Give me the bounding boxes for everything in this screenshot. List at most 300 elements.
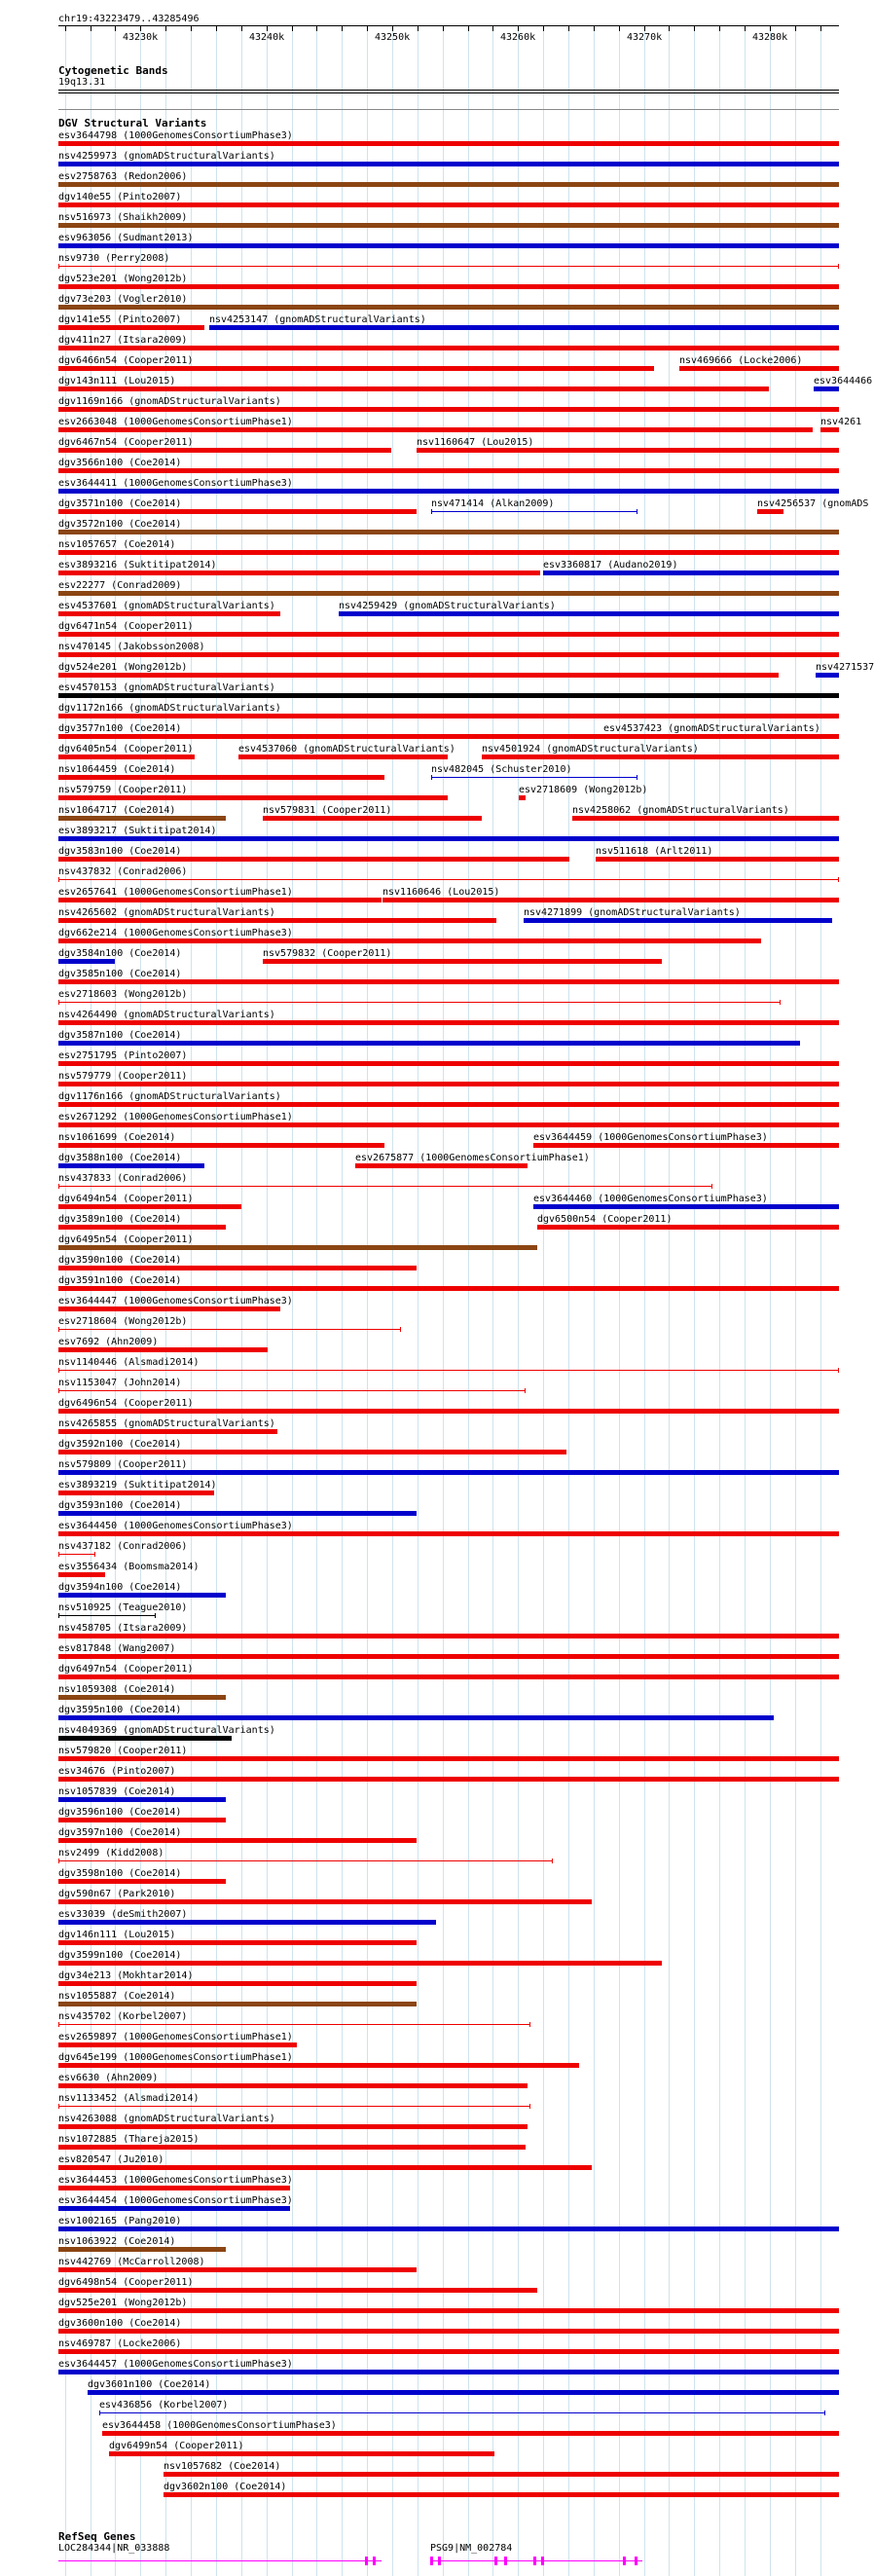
gene-exon[interactable] (438, 2557, 441, 2565)
feature-label[interactable]: esv3893219 (Suktitipat2014) (58, 1480, 217, 1490)
variant-bar[interactable] (58, 489, 839, 494)
variant-bar[interactable] (382, 898, 839, 902)
feature-label[interactable]: dgv3584n100 (Coe2014) (58, 948, 182, 959)
variant-bar[interactable] (816, 673, 839, 678)
feature-label[interactable]: nsv4258062 (gnomADStructuralVariants) (572, 805, 789, 816)
feature-label[interactable]: nsv579759 (Cooper2011) (58, 785, 188, 795)
variant-bar[interactable] (58, 2002, 417, 2006)
variant-bar[interactable] (58, 611, 280, 616)
feature-label[interactable]: nsv4264490 (gnomADStructuralVariants) (58, 1010, 275, 1020)
feature-label[interactable]: esv3893216 (Suktitipat2014) (58, 560, 217, 570)
feature-label[interactable]: esv2751795 (Pinto2007) (58, 1050, 188, 1061)
feature-label[interactable]: dgv34e213 (Mokhtar2014) (58, 1970, 194, 1981)
feature-label[interactable]: esv3644454 (1000GenomesConsortiumPhase3) (58, 2195, 293, 2206)
variant-bar[interactable] (58, 1615, 156, 1616)
feature-label[interactable]: nsv1059308 (Coe2014) (58, 1684, 176, 1695)
feature-label[interactable]: dgv3599n100 (Coe2014) (58, 1950, 182, 1961)
variant-bar[interactable] (58, 714, 839, 718)
variant-bar[interactable] (58, 2226, 839, 2231)
variant-bar[interactable] (58, 1531, 839, 1536)
feature-label[interactable]: nsv458705 (Itsara2009) (58, 1623, 188, 1634)
variant-bar[interactable] (238, 754, 448, 759)
feature-label[interactable]: esv963056 (Sudmant2013) (58, 233, 194, 243)
variant-bar[interactable] (58, 2106, 530, 2107)
feature-label[interactable]: esv4537601 (gnomADStructuralVariants) (58, 601, 275, 611)
variant-bar[interactable] (58, 918, 496, 923)
feature-label[interactable]: esv3644466 (814, 376, 873, 386)
variant-bar[interactable] (58, 2329, 839, 2334)
variant-bar[interactable] (58, 673, 779, 678)
variant-bar[interactable] (482, 754, 839, 759)
variant-bar[interactable] (58, 2308, 839, 2313)
feature-label[interactable]: esv3644457 (1000GenomesConsortiumPhase3) (58, 2359, 293, 2370)
feature-label[interactable]: dgv3583n100 (Coe2014) (58, 846, 182, 857)
feature-label[interactable]: nsv4263088 (gnomADStructuralVariants) (58, 2114, 275, 2124)
feature-label[interactable]: nsv510925 (Teague2010) (58, 1602, 188, 1613)
feature-label[interactable]: nsv1063922 (Coe2014) (58, 2236, 176, 2247)
variant-bar[interactable] (820, 427, 839, 432)
feature-label[interactable]: nsv470145 (Jakobsson2008) (58, 642, 205, 652)
feature-label[interactable]: dgv3588n100 (Coe2014) (58, 1153, 182, 1163)
feature-label[interactable]: esv3644460 (1000GenomesConsortiumPhase3) (533, 1194, 768, 1204)
gene-exon[interactable] (635, 2557, 637, 2565)
variant-bar[interactable] (58, 1715, 774, 1720)
cyto-track-title[interactable]: Cytogenetic Bands (58, 64, 168, 77)
variant-bar[interactable] (572, 816, 839, 821)
feature-label[interactable]: esv2718603 (Wong2012b) (58, 989, 188, 1000)
feature-label[interactable]: esv2657641 (1000GenomesConsortiumPhase1) (58, 887, 293, 898)
variant-bar[interactable] (58, 836, 839, 841)
feature-label[interactable]: esv3644459 (1000GenomesConsortiumPhase3) (533, 1132, 768, 1143)
variant-bar[interactable] (603, 734, 839, 739)
variant-bar[interactable] (58, 1695, 226, 1700)
gene-intron-line[interactable] (430, 2560, 642, 2561)
variant-bar[interactable] (58, 938, 761, 943)
feature-label[interactable]: dgv3590n100 (Coe2014) (58, 1255, 182, 1266)
variant-bar[interactable] (58, 1347, 268, 1352)
feature-label[interactable]: dgv141e55 (Pinto2007) (58, 314, 182, 325)
variant-bar[interactable] (58, 1061, 839, 1066)
feature-label[interactable]: esv2758763 (Redon2006) (58, 171, 188, 182)
feature-label[interactable]: nsv2499 (Kidd2008) (58, 1848, 164, 1858)
variant-bar[interactable] (58, 182, 839, 187)
feature-label[interactable]: dgv3585n100 (Coe2014) (58, 969, 182, 979)
feature-label[interactable]: dgv73e203 (Vogler2010) (58, 294, 188, 305)
variant-bar[interactable] (58, 652, 839, 657)
feature-label[interactable]: esv34676 (Pinto2007) (58, 1766, 176, 1777)
gene-intron-line[interactable] (58, 2560, 382, 2561)
variant-bar[interactable] (58, 1593, 226, 1598)
variant-bar[interactable] (58, 632, 839, 637)
variant-bar[interactable] (58, 243, 839, 248)
feature-label[interactable]: dgv3591n100 (Coe2014) (58, 1275, 182, 1286)
feature-label[interactable]: dgv3598n100 (Coe2014) (58, 1868, 182, 1879)
variant-bar[interactable] (58, 959, 115, 964)
variant-bar[interactable] (58, 1777, 839, 1782)
feature-label[interactable]: nsv437832 (Conrad2006) (58, 866, 188, 877)
variant-bar[interactable] (58, 1981, 417, 1986)
feature-label[interactable]: dgv6466n54 (Cooper2011) (58, 355, 194, 366)
variant-bar[interactable] (58, 266, 839, 267)
gene-exon[interactable] (365, 2557, 368, 2565)
variant-bar[interactable] (58, 1940, 417, 1945)
variant-bar[interactable] (58, 284, 839, 289)
feature-label[interactable]: esv1002165 (Pang2010) (58, 2216, 182, 2226)
variant-bar[interactable] (58, 734, 603, 739)
variant-bar[interactable] (58, 407, 839, 412)
variant-bar[interactable] (58, 202, 839, 207)
feature-label[interactable]: esv2718604 (Wong2012b) (58, 1316, 188, 1327)
variant-bar[interactable] (58, 1879, 226, 1884)
feature-label[interactable]: nsv469666 (Locke2006) (679, 355, 803, 366)
feature-label[interactable]: nsv437182 (Conrad2006) (58, 1541, 188, 1552)
feature-label[interactable]: esv4537423 (gnomADStructuralVariants) (603, 723, 820, 734)
feature-label[interactable]: nsv579809 (Cooper2011) (58, 1459, 188, 1470)
feature-label[interactable]: dgv3572n100 (Coe2014) (58, 519, 182, 530)
gene-exon[interactable] (533, 2557, 536, 2565)
feature-label[interactable]: esv3644450 (1000GenomesConsortiumPhase3) (58, 1521, 293, 1531)
variant-bar[interactable] (355, 1163, 528, 1168)
feature-label[interactable]: dgv3566n100 (Coe2014) (58, 458, 182, 468)
variant-bar[interactable] (58, 2370, 839, 2374)
feature-label[interactable]: nsv4256537 (gnomADS (757, 498, 869, 509)
feature-label[interactable]: esv3893217 (Suktitipat2014) (58, 826, 217, 836)
feature-label[interactable]: dgv6497n54 (Cooper2011) (58, 1664, 194, 1674)
variant-bar[interactable] (58, 570, 540, 575)
feature-label[interactable]: dgv3593n100 (Coe2014) (58, 1500, 182, 1511)
variant-bar[interactable] (109, 2451, 494, 2456)
variant-bar[interactable] (263, 959, 662, 964)
variant-bar[interactable] (58, 530, 839, 534)
variant-bar[interactable] (58, 879, 839, 880)
variant-bar[interactable] (58, 427, 813, 432)
variant-bar[interactable] (88, 2390, 839, 2395)
cyto-band[interactable] (58, 90, 839, 91)
variant-bar[interactable] (58, 1736, 232, 1741)
feature-label[interactable]: dgv525e201 (Wong2012b) (58, 2298, 188, 2308)
variant-bar[interactable] (58, 1041, 800, 1046)
gene-label[interactable]: PSG9|NM_002784 (430, 2543, 513, 2554)
feature-label[interactable]: esv2675877 (1000GenomesConsortiumPhase1) (355, 1153, 590, 1163)
variant-bar[interactable] (58, 1470, 839, 1475)
variant-bar[interactable] (58, 816, 226, 821)
variant-bar[interactable] (58, 1961, 662, 1966)
feature-label[interactable]: dgv6496n54 (Cooper2011) (58, 1398, 194, 1409)
variant-bar[interactable] (58, 1572, 105, 1577)
feature-label[interactable]: nsv579832 (Cooper2011) (263, 948, 392, 959)
feature-label[interactable]: nsv4265602 (gnomADStructuralVariants) (58, 907, 275, 918)
feature-label[interactable]: nsv4259429 (gnomADStructuralVariants) (339, 601, 556, 611)
variant-bar[interactable] (58, 1818, 226, 1822)
feature-label[interactable]: nsv435702 (Korbel2007) (58, 2011, 188, 2022)
feature-label[interactable]: nsv4501924 (gnomADStructuralVariants) (482, 744, 699, 754)
gene-exon[interactable] (494, 2557, 497, 2565)
variant-bar[interactable] (58, 1674, 839, 1679)
variant-bar[interactable] (58, 1654, 839, 1659)
variant-bar[interactable] (58, 1797, 226, 1802)
variant-bar[interactable] (58, 693, 839, 698)
feature-label[interactable]: esv7692 (Ahn2009) (58, 1337, 159, 1347)
feature-label[interactable]: dgv1169n166 (gnomADStructuralVariants) (58, 396, 281, 407)
variant-bar[interactable] (58, 898, 382, 902)
feature-label[interactable]: esv2671292 (1000GenomesConsortiumPhase1) (58, 1112, 293, 1122)
feature-label[interactable]: dgv6498n54 (Cooper2011) (58, 2277, 194, 2288)
variant-bar[interactable] (164, 2492, 839, 2497)
feature-label[interactable]: dgv524e201 (Wong2012b) (58, 662, 188, 673)
variant-bar[interactable] (58, 223, 839, 228)
gene-exon[interactable] (504, 2557, 507, 2565)
variant-bar[interactable] (58, 1002, 781, 1003)
gene-exon[interactable] (373, 2557, 376, 2565)
variant-bar[interactable] (209, 325, 839, 330)
feature-label[interactable]: dgv6467n54 (Cooper2011) (58, 437, 194, 448)
feature-label[interactable]: esv436856 (Korbel2007) (99, 2400, 229, 2410)
feature-label[interactable]: dgv6405n54 (Cooper2011) (58, 744, 194, 754)
variant-bar[interactable] (58, 386, 769, 391)
variant-bar[interactable] (58, 2063, 579, 2068)
refseq-track-title[interactable]: RefSeq Genes (58, 2530, 136, 2543)
feature-label[interactable]: dgv3589n100 (Coe2014) (58, 1214, 182, 1225)
feature-label[interactable]: dgv3602n100 (Coe2014) (164, 2482, 287, 2492)
feature-label[interactable]: esv3644798 (1000GenomesConsortiumPhase3) (58, 130, 293, 141)
feature-label[interactable]: nsv1055887 (Coe2014) (58, 1991, 176, 2002)
feature-label[interactable]: nsv1160646 (Lou2015) (382, 887, 500, 898)
variant-bar[interactable] (58, 550, 839, 555)
feature-label[interactable]: dgv590n67 (Park2010) (58, 1889, 176, 1899)
variant-bar[interactable] (58, 2206, 290, 2211)
variant-bar[interactable] (58, 1899, 592, 1904)
feature-label[interactable]: nsv1057682 (Coe2014) (164, 2461, 281, 2472)
feature-label[interactable]: nsv4271899 (gnomADStructuralVariants) (524, 907, 741, 918)
feature-label[interactable]: esv3360817 (Audano2019) (543, 560, 678, 570)
feature-label[interactable]: dgv146n111 (Lou2015) (58, 1930, 176, 1940)
variant-bar[interactable] (58, 1450, 566, 1454)
feature-label[interactable]: esv2663048 (1000GenomesConsortiumPhase1) (58, 417, 293, 427)
variant-bar[interactable] (757, 509, 783, 514)
variant-bar[interactable] (58, 1370, 839, 1371)
feature-label[interactable]: dgv6494n54 (Cooper2011) (58, 1194, 194, 1204)
variant-bar[interactable] (58, 857, 569, 862)
variant-bar[interactable] (58, 1409, 839, 1414)
variant-bar[interactable] (58, 1102, 839, 1107)
variant-bar[interactable] (339, 611, 839, 616)
variant-bar[interactable] (58, 979, 839, 984)
feature-label[interactable]: esv3556434 (Boomsma2014) (58, 1562, 200, 1572)
feature-label[interactable]: nsv4261 (820, 417, 862, 427)
feature-label[interactable]: nsv1140446 (Alsmadi2014) (58, 1357, 200, 1368)
variant-bar[interactable] (58, 1838, 417, 1843)
variant-bar[interactable] (58, 448, 391, 453)
gene-exon[interactable] (623, 2557, 626, 2565)
feature-label[interactable]: nsv579779 (Cooper2011) (58, 1071, 188, 1082)
variant-bar[interactable] (58, 2288, 537, 2293)
variant-bar[interactable] (58, 366, 654, 371)
feature-label[interactable]: dgv523e201 (Wong2012b) (58, 274, 188, 284)
gene-label[interactable]: LOC284344|NR_033888 (58, 2543, 170, 2554)
variant-bar[interactable] (537, 1225, 839, 1230)
variant-bar[interactable] (58, 1860, 553, 1861)
feature-label[interactable]: esv4570153 (gnomADStructuralVariants) (58, 682, 275, 693)
variant-bar[interactable] (533, 1204, 839, 1209)
feature-label[interactable]: dgv143n111 (Lou2015) (58, 376, 176, 386)
variant-bar[interactable] (58, 1266, 417, 1270)
feature-label[interactable]: dgv3601n100 (Coe2014) (88, 2379, 211, 2390)
variant-bar[interactable] (58, 1429, 277, 1434)
variant-bar[interactable] (58, 1756, 839, 1761)
variant-bar[interactable] (58, 775, 384, 780)
feature-label[interactable]: nsv471414 (Alkan2009) (431, 498, 555, 509)
variant-bar[interactable] (58, 2165, 592, 2170)
feature-label[interactable]: esv2659897 (1000GenomesConsortiumPhase1) (58, 2032, 293, 2042)
feature-label[interactable]: dgv3592n100 (Coe2014) (58, 1439, 182, 1450)
variant-bar[interactable] (533, 1143, 839, 1148)
variant-bar[interactable] (431, 511, 637, 512)
variant-bar[interactable] (58, 1186, 712, 1187)
variant-bar[interactable] (58, 2024, 530, 2025)
variant-bar[interactable] (58, 1634, 839, 1638)
feature-label[interactable]: esv33039 (deSmith2007) (58, 1909, 188, 1920)
feature-label[interactable]: esv6630 (Ahn2009) (58, 2073, 159, 2083)
feature-label[interactable]: nsv442769 (McCarroll2008) (58, 2257, 205, 2267)
variant-bar[interactable] (58, 2145, 526, 2150)
feature-label[interactable]: dgv140e55 (Pinto2007) (58, 192, 182, 202)
feature-label[interactable]: dgv6499n54 (Cooper2011) (109, 2441, 244, 2451)
variant-bar[interactable] (58, 1163, 204, 1168)
feature-label[interactable]: dgv3571n100 (Coe2014) (58, 498, 182, 509)
feature-label[interactable]: dgv411n27 (Itsara2009) (58, 335, 188, 346)
feature-label[interactable]: nsv516973 (Shaikh2009) (58, 212, 188, 223)
variant-bar[interactable] (679, 366, 839, 371)
feature-label[interactable]: nsv469787 (Locke2006) (58, 2338, 182, 2349)
variant-bar[interactable] (58, 1245, 537, 1250)
variant-bar[interactable] (58, 1020, 839, 1025)
variant-bar[interactable] (164, 2472, 839, 2477)
feature-label[interactable]: esv4537060 (gnomADStructuralVariants) (238, 744, 455, 754)
feature-label[interactable]: nsv1061699 (Coe2014) (58, 1132, 176, 1143)
variant-bar[interactable] (58, 1122, 839, 1127)
feature-label[interactable]: nsv1064459 (Coe2014) (58, 764, 176, 775)
variant-bar[interactable] (58, 1490, 214, 1495)
variant-bar[interactable] (543, 570, 839, 575)
variant-bar[interactable] (58, 2042, 297, 2047)
variant-bar[interactable] (58, 468, 839, 473)
feature-label[interactable]: dgv3594n100 (Coe2014) (58, 1582, 182, 1593)
feature-label[interactable]: nsv4049369 (gnomADStructuralVariants) (58, 1725, 275, 1736)
variant-bar[interactable] (58, 754, 195, 759)
gene-exon[interactable] (541, 2557, 544, 2565)
variant-bar[interactable] (58, 1390, 526, 1391)
feature-label[interactable]: dgv1176n166 (gnomADStructuralVariants) (58, 1091, 281, 1102)
variant-bar[interactable] (596, 857, 839, 862)
variant-bar[interactable] (263, 816, 482, 821)
dgv-track-title[interactable]: DGV Structural Variants (58, 117, 207, 129)
variant-bar[interactable] (814, 386, 839, 391)
variant-bar[interactable] (58, 2124, 528, 2129)
feature-label[interactable]: nsv1072885 (Thareja2015) (58, 2134, 200, 2145)
variant-bar[interactable] (58, 2267, 417, 2272)
feature-label[interactable]: nsv4265855 (gnomADStructuralVariants) (58, 1418, 275, 1429)
feature-label[interactable]: esv3644411 (1000GenomesConsortiumPhase3) (58, 478, 293, 489)
feature-label[interactable]: dgv6500n54 (Cooper2011) (537, 1214, 673, 1225)
feature-label[interactable]: nsv1064717 (Coe2014) (58, 805, 176, 816)
variant-bar[interactable] (58, 2083, 528, 2088)
feature-label[interactable]: dgv662e214 (1000GenomesConsortiumPhase3) (58, 928, 293, 938)
feature-label[interactable]: nsv579820 (Cooper2011) (58, 1746, 188, 1756)
feature-label[interactable]: esv2718609 (Wong2012b) (519, 785, 648, 795)
feature-label[interactable]: nsv9730 (Perry2008) (58, 253, 170, 264)
feature-label[interactable]: dgv3597n100 (Coe2014) (58, 1827, 182, 1838)
feature-label[interactable]: esv3644447 (1000GenomesConsortiumPhase3) (58, 1296, 293, 1306)
variant-bar[interactable] (58, 2349, 839, 2354)
variant-bar[interactable] (58, 509, 417, 514)
feature-label[interactable]: nsv1057839 (Coe2014) (58, 1786, 176, 1797)
variant-bar[interactable] (58, 1329, 401, 1330)
variant-bar[interactable] (58, 591, 839, 596)
variant-bar[interactable] (519, 795, 526, 800)
variant-bar[interactable] (58, 162, 839, 166)
feature-label[interactable]: esv3644458 (1000GenomesConsortiumPhase3) (102, 2420, 337, 2431)
variant-bar[interactable] (99, 2412, 825, 2413)
feature-label[interactable]: nsv1133452 (Alsmadi2014) (58, 2093, 200, 2104)
feature-label[interactable]: dgv3595n100 (Coe2014) (58, 1705, 182, 1715)
feature-label[interactable]: esv820547 (Ju2010) (58, 2154, 164, 2165)
variant-bar[interactable] (524, 918, 832, 923)
variant-bar[interactable] (417, 448, 839, 453)
variant-bar[interactable] (58, 2247, 226, 2252)
variant-bar[interactable] (58, 325, 204, 330)
feature-label[interactable]: esv817848 (Wang2007) (58, 1643, 176, 1654)
variant-bar[interactable] (58, 795, 448, 800)
variant-bar[interactable] (58, 305, 839, 310)
gene-exon[interactable] (430, 2557, 433, 2565)
feature-label[interactable]: dgv3596n100 (Coe2014) (58, 1807, 182, 1818)
feature-label[interactable]: dgv3577n100 (Coe2014) (58, 723, 182, 734)
feature-label[interactable]: dgv6471n54 (Cooper2011) (58, 621, 194, 632)
feature-label[interactable]: dgv3600n100 (Coe2014) (58, 2318, 182, 2329)
variant-bar[interactable] (58, 1554, 95, 1555)
variant-bar[interactable] (58, 1306, 280, 1311)
variant-bar[interactable] (58, 1082, 839, 1086)
feature-label[interactable]: nsv579831 (Cooper2011) (263, 805, 392, 816)
variant-bar[interactable] (58, 1204, 241, 1209)
feature-label[interactable]: dgv6495n54 (Cooper2011) (58, 1234, 194, 1245)
feature-label[interactable]: dgv645e199 (1000GenomesConsortiumPhase1) (58, 2052, 293, 2063)
feature-label[interactable]: dgv3587n100 (Coe2014) (58, 1030, 182, 1041)
feature-label[interactable]: nsv1153047 (John2014) (58, 1378, 182, 1388)
variant-bar[interactable] (58, 141, 839, 146)
feature-label[interactable]: nsv4259973 (gnomADStructuralVariants) (58, 151, 275, 162)
feature-label[interactable]: nsv4271537 (816, 662, 874, 673)
variant-bar[interactable] (58, 1143, 384, 1148)
feature-label[interactable]: nsv437833 (Conrad2006) (58, 1173, 188, 1184)
variant-bar[interactable] (58, 2186, 290, 2190)
feature-label[interactable]: nsv482045 (Schuster2010) (431, 764, 572, 775)
variant-bar[interactable] (431, 777, 637, 778)
variant-bar[interactable] (58, 1511, 417, 1516)
feature-label[interactable]: esv22277 (Conrad2009) (58, 580, 182, 591)
variant-bar[interactable] (58, 1225, 226, 1230)
feature-label[interactable]: nsv1160647 (Lou2015) (417, 437, 534, 448)
variant-bar[interactable] (102, 2431, 839, 2436)
feature-label[interactable]: nsv1057657 (Coe2014) (58, 539, 176, 550)
variant-bar[interactable] (58, 1286, 839, 1291)
variant-bar[interactable] (58, 346, 839, 350)
feature-label[interactable]: nsv511618 (Arlt2011) (596, 846, 713, 857)
variant-bar[interactable] (58, 1920, 436, 1925)
feature-label[interactable]: nsv4253147 (gnomADStructuralVariants) (209, 314, 426, 325)
feature-label[interactable]: dgv1172n166 (gnomADStructuralVariants) (58, 703, 281, 714)
feature-label[interactable]: esv3644453 (1000GenomesConsortiumPhase3) (58, 2175, 293, 2186)
